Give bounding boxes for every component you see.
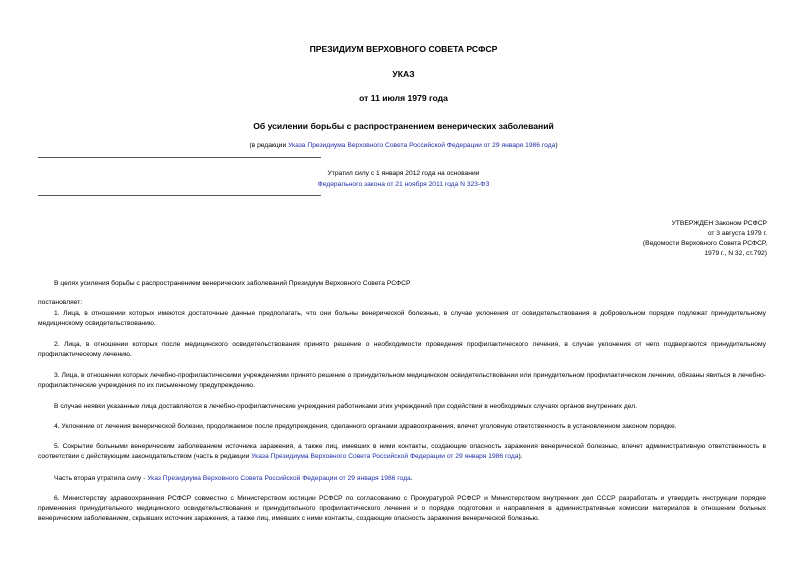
paragraph-repealed-link[interactable]: Указ Президиума Верховного Совета Российской Федерации от 29 января 1986 года [147,475,411,482]
revision-prefix: (в редакции [249,142,289,149]
paragraph-repealed [38,474,766,484]
intro-paragraph: В целях усиления борьбы с распространением венерических заболеваний Президиум Верховного Совета РСФСР [54,280,411,287]
revision-note [0,141,807,150]
paragraph-5 [38,442,766,462]
repeal-link-line [0,180,807,189]
revision-link[interactable]: Указа Президиума Верховного Совета Российской Федерации от 29 января 1986 года [288,142,556,149]
document-date: от 11 июля 1979 года [359,93,448,103]
approval-line-1: УТВЕРЖДЕН Законом РСФСР [671,220,767,227]
paragraph-5-link[interactable]: Указа Президиума Верховного Совета Российской Федерации от 29 января 1986 года [251,453,519,460]
paragraph-5-suffix: ). [518,453,523,460]
paragraph-6: 6. Министерству здравоохранения РСФСР совместно с Министерством юстиции РСФСР по согласованию с Прокуратурой РСФСР и Министерством внутренних дел СССР разработать и утвердить инструкции порядке применения принудительного медицинского освидетельствования и принудительного профилактического лечения и о порядке подготовки и направления в административные комиссии материалов в отношении больных венерическим заболеванием, скрывших источник заражения, а также лиц, имевших с ними контакты, создающие опасность заражения венерической болезнью. [38,495,766,522]
paragraph-4: 4. Уклонение от лечения венерической болезни, продолжаемое после предупреждения, сделанного органами здравоохранения, влечет уголовную ответственность в установленном законом порядке. [54,423,677,430]
decree-word: постановляет: [38,299,83,306]
document-title: Об усилении борьбы с распространением венерических заболеваний [253,121,554,131]
paragraph-repealed-suffix: . [410,475,413,482]
paragraph-3: 3. Лица, в отношении которых лечебно-профилактическими учреждениями принято решение о принудительном медицинском освидетельствовании или принудительном профилактическом лечении, обязаны явиться в лечебно-профилактические учреждения по их письменному предупреждению. [38,372,766,389]
repeal-link[interactable]: Федерального закона от 21 ноября 2011 года N 323-ФЗ [317,181,490,188]
paragraph-1: 1. Лица, в отношении которых имеются достаточные данные предполагать, что они больны венерической болезнью, в случае уклонения от освидетельствования в добровольном порядке подлежат принудительному медицинскому освидетельствованию. [38,310,766,327]
approval-line-4: 1979 г., N 32, ст.792) [704,250,767,257]
document-type: УКАЗ [392,69,415,79]
divider-bottom [38,195,321,196]
paragraph-5-text: 5. Сокрытие больными венерическим заболеванием источника заражения, а также лиц, имевших в ними контакты, создающие опасность заражения венерической болезнью, влечет административную ответственность в соответствии с действующим законодательством (часть в редакции [38,443,766,460]
revision-suffix: ) [555,142,558,149]
approval-line-3: (Ведомости Верховного Совета РСФСР, [642,240,767,247]
paragraph-repealed-text: Часть вторая утратила силу - [54,475,148,482]
divider-top [38,157,321,158]
paragraph-refusal: В случае неявки указанные лица доставляются в лечебно-профилактические учреждения работниками этих учреждений при содействии в необходимых случаях органов внутренних дел. [54,403,637,410]
repeal-note: Утратил силу с 1 января 2012 года на основании [327,170,480,177]
paragraph-2: 2. Лица, в отношении которых после медицинского освидетельствования принято решение о необходимости проведения профилактического лечения, в случае уклонения от него подвергаются принудительному профилактическому лечению. [38,341,766,358]
issuer-heading: ПРЕЗИДИУМ ВЕРХОВНОГО СОВЕТА РСФСР [309,44,498,54]
approval-line-2: от 3 августа 1979 г. [707,230,767,237]
